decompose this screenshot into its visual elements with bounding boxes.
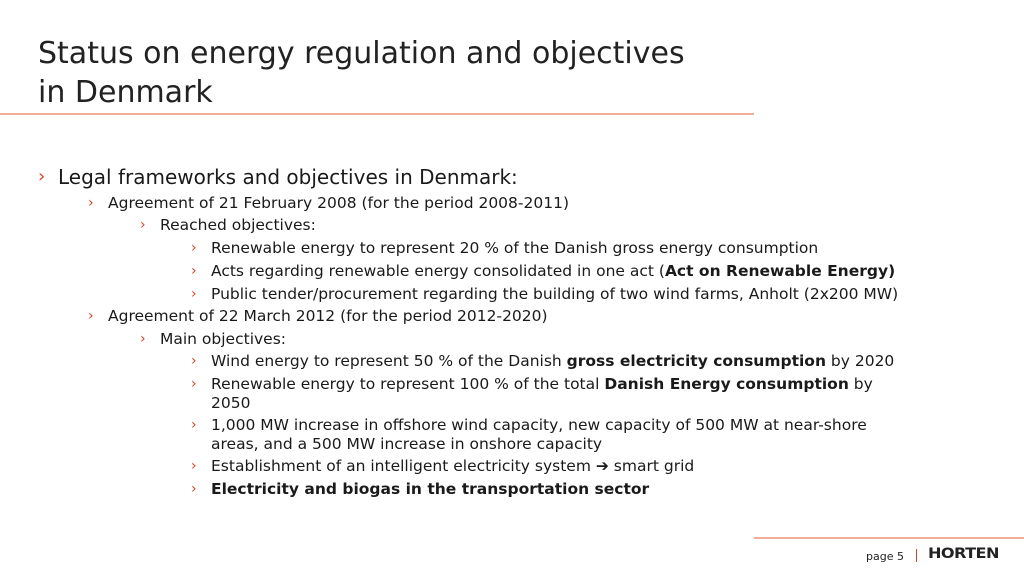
bullet-level4 [191,375,873,413]
bullet-text: Renewable energy to represent 100 % of the total [211,375,605,393]
chevron-right-icon: › [191,240,197,256]
horten-logo: HORTEN [928,546,999,562]
bullet-level2 [88,194,569,213]
chevron-right-icon: › [191,353,197,369]
bullet-text: by [848,375,873,393]
bullet-level4 [191,285,899,304]
footer-divider [754,537,1024,539]
chevron-right-icon: › [88,195,94,211]
bullet-level4 [191,480,650,499]
chevron-right-icon: › [38,166,46,187]
bullet-text: areas, and a 500 MW increase in onshore capacity [211,435,603,453]
bullet-level4 [191,457,695,476]
bullet-text: Acts regarding renewable energy consolidated in one act ( [211,262,665,280]
bullet-text-bold: Electricity and biogas in the transportation sector [211,480,650,498]
slide-title-line-2: in Denmark [38,75,213,110]
bullet-text: by 2020 [825,352,895,370]
arrow-right-icon: ➔ [595,457,609,475]
bullet-text: Main objectives: [160,330,287,348]
bullet-text: Agreement of 21 February 2008 (for the period 2008-2011) [108,194,569,212]
bullet-text: Wind energy to represent 50 % of the Danish [211,352,567,370]
bullet-text: Reached objectives: [160,216,316,234]
footer-separator [916,549,917,562]
slide-title-line-1: Status on energy regulation and objectives [38,36,685,71]
chevron-right-icon: › [191,458,197,474]
chevron-right-icon: › [191,286,197,302]
bullet-text-bold: Danish Energy consumption [604,375,849,393]
chevron-right-icon: › [191,417,197,433]
title-divider [0,113,754,115]
bullet-text: Renewable energy to represent 20 % of the Danish gross energy consumption [211,239,819,257]
bullet-level1 [38,165,518,189]
bullet-text-bold: gross electricity consumption [566,352,826,370]
chevron-right-icon: › [191,376,197,392]
bullet-level4 [191,239,819,258]
bullet-level2 [88,307,548,326]
page-number: page 5 [866,550,904,563]
bullet-level3 [140,330,287,349]
chevron-right-icon: › [191,263,197,279]
bullet-text: smart grid [608,457,695,475]
chevron-right-icon: › [140,217,146,233]
bullet-text: Legal frameworks and objectives in Denmark: [58,165,518,189]
bullet-text: Agreement of 22 March 2012 (for the period 2012-2020) [108,307,548,325]
slide-title [38,34,758,112]
bullet-text: Establishment of an intelligent electricity system [211,457,596,475]
bullet-level4 [191,352,895,371]
chevron-right-icon: › [140,331,146,347]
bullet-text: Public tender/procurement regarding the building of two wind farms, Anholt (2x200 MW) [211,285,899,303]
bullet-level4 [191,416,867,454]
bullet-level4 [191,262,896,281]
chevron-right-icon: › [191,481,197,497]
chevron-right-icon: › [88,308,94,324]
bullet-text: 1,000 MW increase in offshore wind capacity, new capacity of 500 MW at near-shore [211,416,867,434]
bullet-text: 2050 [211,394,251,412]
bullet-text-bold: Act on Renewable Energy) [664,262,896,280]
bullet-level3 [140,216,316,235]
